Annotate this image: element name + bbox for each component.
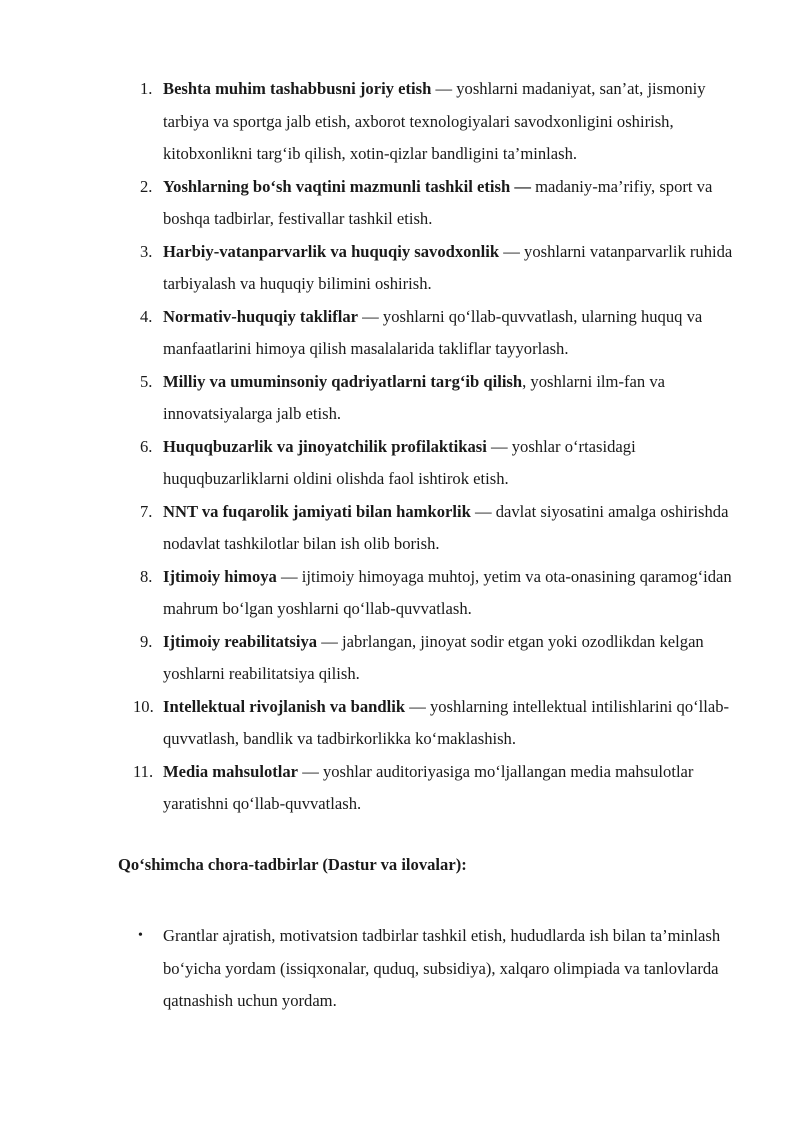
item-title: Ijtimoiy reabilitatsiya (163, 631, 318, 651)
item-description: — yoshlar o‘rtasidagi huquqbuzarliklarni oldini olishda faol ishtirok etish. (163, 436, 636, 488)
initiatives-list (0, 73, 800, 821)
bullet-icon: • (138, 928, 143, 943)
item-title: Yoshlarning bo‘sh vaqtini mazmunli tashkil etish — (163, 176, 531, 196)
item-description: — ijtimoiy himoyaga muhtoj, yetim va ota-onasining qaramog‘idan mahrum bo‘lgan yoshlarni qo‘llab-quvvatlash. (163, 566, 732, 618)
item-title: Intellektual rivojlanish va bandlik (163, 696, 406, 716)
list-item (0, 73, 800, 171)
item-description: — yoshlarni madaniyat, san’at, jismoniy tarbiya va sportga jalb etish, axborot texnologiyalari savodxonligini oshirish, kitobxonlikni targ‘ib qilish, xotin-qizlar bandligini ta’minlash. (163, 79, 706, 163)
list-item (0, 431, 800, 496)
list-item (0, 496, 800, 561)
list-item (0, 561, 800, 626)
item-title: Media mahsulotlar (163, 761, 299, 781)
item-title: Beshta muhim tashabbusni joriy etish (163, 79, 432, 98)
item-description: — yoshlar auditoriyasiga mo‘ljallangan media mahsulotlar yaratishni qo‘llab-quvvatlash. (163, 761, 694, 813)
item-title: Huquqbuzarlik va jinoyatchilik profilaktikasi (163, 436, 487, 456)
list-item (0, 236, 800, 301)
bullet-text: Grantlar ajratish, motivatsion tadbirlar tashkil etish, hududlarda ish bilan ta’minlash bo‘yicha yordam (issiqxonalar, quduq, subsidiya), xalqaro olimpiada va tanlovlarda qatnashish uchun yordam. (163, 926, 721, 1010)
item-title: NNT va fuqarolik jamiyati bilan hamkorlik (163, 501, 471, 521)
list-item (0, 920, 800, 1018)
item-description: , yoshlarni ilm-fan va innovatsiyalarga jalb etish. (163, 371, 665, 423)
item-number: 9. (140, 631, 153, 651)
item-number: 4. (140, 306, 153, 326)
additional-measures-list (0, 920, 800, 1018)
list-item (0, 366, 800, 431)
item-description: — yoshlarning intellektual intilishlarini qo‘llab-quvvatlash, bandlik va tadbirkorlikka ko‘maklashish. (163, 696, 730, 748)
list-item (0, 691, 800, 756)
item-description: — jabrlangan, jinoyat sodir etgan yoki ozodlikdan kelgan yoshlarni reabilitatsiya qilish. (163, 631, 704, 683)
list-item (0, 756, 800, 821)
item-number: 2. (140, 176, 153, 196)
item-number: 1. (140, 79, 153, 98)
item-number: 7. (140, 501, 153, 521)
item-number: 11. (133, 761, 154, 781)
list-item (0, 301, 800, 366)
item-description: — yoshlarni vatanparvarlik ruhida tarbiyalash va huquqiy bilimini oshirish. (163, 241, 733, 293)
item-number: 3. (140, 241, 153, 261)
item-number: 8. (140, 566, 153, 586)
item-title: Normativ-huquqiy takliflar (163, 306, 358, 326)
item-title: Ijtimoiy himoya (163, 566, 277, 586)
item-number: 5. (140, 371, 153, 391)
item-number: 6. (140, 436, 153, 456)
item-description: — yoshlarni qo‘llab-quvvatlash, ularning huquq va manfaatlarini himoya qilish masalalarida takliflar tayyorlash. (163, 306, 703, 358)
section-heading: Qo‘shimcha chora-tadbirlar (Dastur va ilovalar): (118, 855, 467, 874)
list-item (0, 171, 800, 236)
item-title: Harbiy-vatanparvarlik va huquqiy savodxonlik (163, 241, 500, 261)
item-description: madaniy-ma’rifiy, sport va boshqa tadbirlar, festivallar tashkil etish. (163, 176, 713, 228)
item-description: — davlat siyosatini amalga oshirishda nodavlat tashkilotlar bilan ish olib borish. (163, 501, 729, 553)
item-title: Milliy va umuminsoniy qadriyatlarni targ‘ib qilish (163, 371, 523, 391)
item-number: 10. (133, 696, 154, 716)
list-item (0, 626, 800, 691)
